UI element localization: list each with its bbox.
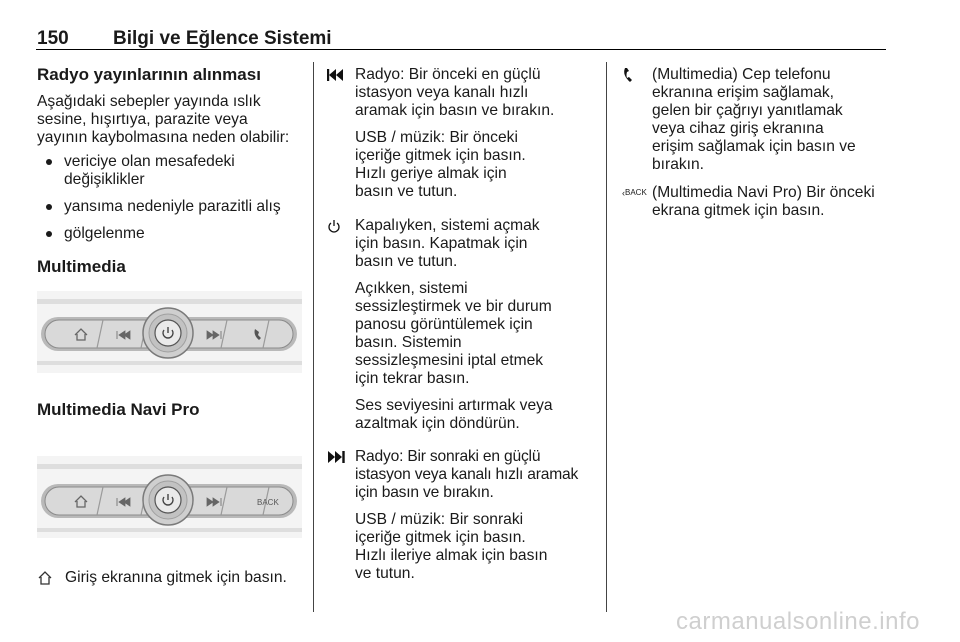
multimedia-panel-image: [37, 291, 302, 373]
multimedia-heading: Multimedia: [37, 257, 126, 276]
list-item: yansıma nedeniyle parazitli alış: [37, 198, 302, 216]
back-icon: BACK: [257, 498, 279, 507]
phone-description: (Multimedia) Cep telefonu ekranına erişim sağlamak, gelen bir çağrıyı yanıtlamak veya cihaz giriş ekranına erişim sağlamak için basın ve bırakın.: [652, 66, 856, 173]
previous-radio-text: Radyo: Bir önceki en güçlü istasyon veya kanalı hızlı aramak için basın ve bırakın.: [355, 66, 555, 119]
back-description: (Multimedia Navi Pro) Bir önceki ekrana gitmek için basın.: [652, 184, 875, 219]
reception-heading: Radyo yayınlarının alınması: [37, 65, 261, 84]
phone-icon: [622, 67, 644, 83]
header-rule: [36, 49, 886, 50]
power-off-text: Kapalıyken, sistemi açmak için basın. Kapatmak için basın ve tutun.: [355, 217, 540, 270]
column-3: [622, 60, 892, 220]
reception-intro: Aşağıdaki sebepler yayında ıslık sesine, hışırtıya, parazite veya yayının kaybolmasına neden olabilir:: [37, 93, 290, 146]
column-divider-2: [606, 62, 607, 612]
next-icon: [327, 449, 349, 465]
power-entry: [327, 217, 597, 433]
previous-usb-text: USB / müzik: Bir önceki içeriğe gitmek için basın. Hızlı geriye almak için basın ve tutun.: [355, 129, 526, 200]
power-icon: [327, 218, 349, 234]
previous-entry: [327, 66, 597, 201]
phone-entry: [622, 66, 892, 174]
next-entry: [327, 448, 597, 583]
navi-pro-heading: Multimedia Navi Pro: [37, 400, 200, 419]
column-2: [327, 60, 597, 583]
back-icon-label: BACK: [625, 188, 647, 197]
cause-list: [37, 153, 302, 243]
page-number: 150: [37, 28, 69, 49]
list-item: gölgelenme: [37, 225, 302, 243]
home-icon: [37, 570, 59, 586]
power-on-text: Açıkken, sistemi sessizleştirmek ve bir durum panosu görüntülemek için basın. Sistemin sessizleşmesini iptal etmek için tekrar basın.: [355, 280, 552, 387]
column-1: [37, 60, 302, 587]
home-description: Giriş ekranına gitmek için basın.: [65, 569, 287, 586]
page-title: Bilgi ve Eğlence Sistemi: [113, 28, 332, 49]
next-usb-text: USB / müzik: Bir sonraki içeriğe gitmek için basın. Hızlı ileriye almak için basın ve tutun.: [355, 511, 548, 582]
navi-pro-panel-image: [37, 456, 302, 538]
back-icon: ‹ BACK: [622, 185, 644, 201]
next-radio-text: Radyo: Bir sonraki en güçlü istasyon veya kanalı hızlı aramak için basın ve bırakın.: [355, 448, 579, 501]
list-item: vericiye olan mesafedeki değişiklikler: [37, 153, 284, 189]
previous-icon: [327, 67, 349, 83]
column-divider-1: [313, 62, 314, 612]
watermark: carmanualsonline.info: [676, 608, 920, 635]
volume-text: Ses seviyesini artırmak veya azaltmak için döndürün.: [355, 397, 553, 432]
home-entry: [37, 569, 302, 587]
back-entry: [622, 184, 892, 220]
